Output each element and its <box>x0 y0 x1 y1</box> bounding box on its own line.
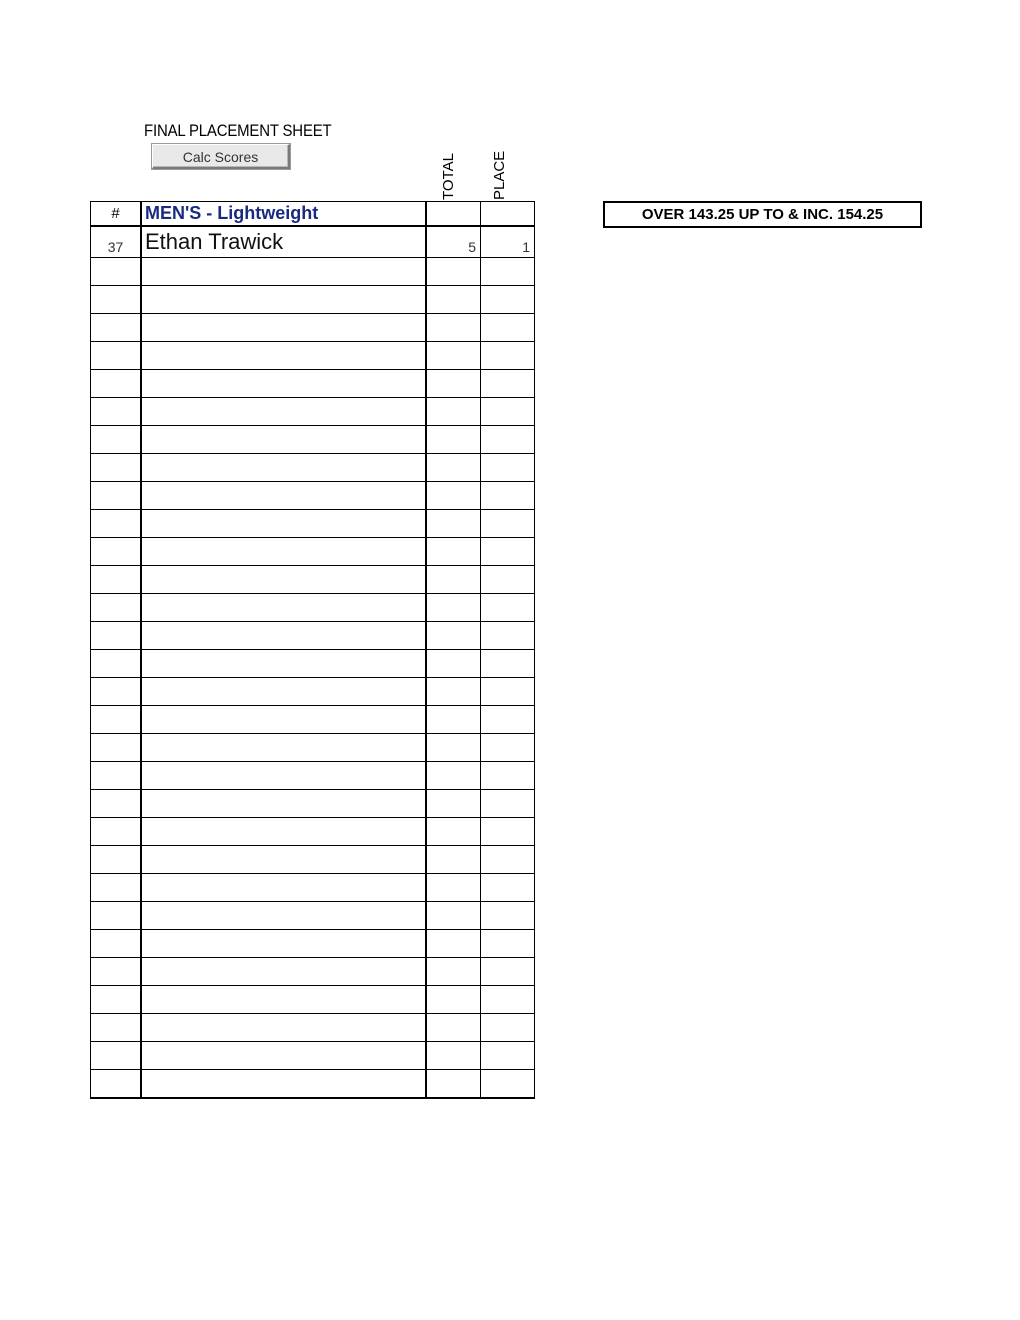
entry-number-cell[interactable] <box>91 650 142 678</box>
entry-name-cell[interactable] <box>141 706 426 734</box>
place-column-header: PLACE <box>491 150 508 200</box>
entry-name-cell[interactable]: Ethan Trawick <box>141 226 426 258</box>
table-row <box>91 226 535 258</box>
entry-total-cell[interactable] <box>426 510 481 538</box>
entry-total-cell[interactable] <box>426 986 481 1014</box>
entry-total-cell[interactable] <box>426 1042 481 1070</box>
table-row <box>91 1070 535 1099</box>
entry-number-cell[interactable] <box>91 398 142 426</box>
header-place-cell[interactable] <box>481 202 535 227</box>
table-row <box>91 510 535 538</box>
entry-number-cell[interactable] <box>91 594 142 622</box>
entry-name-cell[interactable] <box>141 622 426 650</box>
entry-number-cell[interactable] <box>91 1070 142 1099</box>
entry-place-cell[interactable] <box>481 538 535 566</box>
entry-place-cell[interactable] <box>481 342 535 370</box>
entry-place-cell[interactable] <box>481 1070 535 1099</box>
entry-name-cell[interactable] <box>141 902 426 930</box>
entry-total-cell[interactable] <box>426 790 481 818</box>
entry-total-cell[interactable] <box>426 594 481 622</box>
entry-total-cell[interactable] <box>426 958 481 986</box>
entry-name-cell[interactable] <box>141 398 426 426</box>
entry-total-cell[interactable] <box>426 454 481 482</box>
entry-name-cell[interactable] <box>141 594 426 622</box>
entry-name-cell[interactable] <box>141 258 426 286</box>
entry-total-cell[interactable]: 5 <box>426 226 481 258</box>
table-row <box>91 370 535 398</box>
entry-total-cell[interactable] <box>426 734 481 762</box>
entry-name-cell[interactable] <box>141 762 426 790</box>
entry-place-cell[interactable] <box>481 1042 535 1070</box>
entry-name-cell[interactable] <box>141 818 426 846</box>
division-name: MEN'S - Lightweight <box>141 202 426 227</box>
entry-place-cell[interactable] <box>481 286 535 314</box>
calc-scores-button[interactable]: Calc Scores <box>152 144 290 169</box>
entry-place-cell[interactable] <box>481 734 535 762</box>
entry-name-cell[interactable] <box>141 370 426 398</box>
table-row <box>91 706 535 734</box>
entry-place-cell[interactable] <box>481 930 535 958</box>
table-row <box>91 258 535 286</box>
entry-total-cell[interactable] <box>426 874 481 902</box>
entry-number-cell[interactable]: 37 <box>91 226 142 258</box>
table-row <box>91 314 535 342</box>
entry-number-cell[interactable] <box>91 706 142 734</box>
entry-total-cell[interactable] <box>426 566 481 594</box>
entry-total-cell[interactable] <box>426 258 481 286</box>
entry-place-cell[interactable] <box>481 566 535 594</box>
entry-place-cell[interactable] <box>481 482 535 510</box>
entry-name-cell[interactable] <box>141 482 426 510</box>
entry-place-cell[interactable] <box>481 650 535 678</box>
entry-total-cell[interactable] <box>426 846 481 874</box>
entry-name-cell[interactable] <box>141 510 426 538</box>
entry-total-cell[interactable] <box>426 622 481 650</box>
entry-place-cell[interactable] <box>481 902 535 930</box>
entry-number-cell[interactable] <box>91 370 142 398</box>
entry-place-cell[interactable] <box>481 678 535 706</box>
entry-place-cell[interactable] <box>481 622 535 650</box>
entry-number-cell[interactable] <box>91 762 142 790</box>
entry-place-cell[interactable] <box>481 762 535 790</box>
entry-place-cell[interactable]: 1 <box>481 226 535 258</box>
entry-total-cell[interactable] <box>426 930 481 958</box>
entry-name-cell[interactable] <box>141 1070 426 1099</box>
entry-total-cell[interactable] <box>426 650 481 678</box>
table-row <box>91 930 535 958</box>
entry-name-cell[interactable] <box>141 734 426 762</box>
entry-total-cell[interactable] <box>426 1014 481 1042</box>
entry-number-cell[interactable] <box>91 286 142 314</box>
table-row <box>91 1014 535 1042</box>
entry-name-cell[interactable] <box>141 958 426 986</box>
entry-place-cell[interactable] <box>481 454 535 482</box>
entry-name-cell[interactable] <box>141 538 426 566</box>
header-total-cell[interactable] <box>426 202 481 227</box>
entry-number-cell[interactable] <box>91 566 142 594</box>
entry-place-cell[interactable] <box>481 370 535 398</box>
entry-total-cell[interactable] <box>426 762 481 790</box>
entry-number-cell[interactable] <box>91 818 142 846</box>
table-row <box>91 566 535 594</box>
entry-place-cell[interactable] <box>481 314 535 342</box>
entry-number-cell[interactable] <box>91 342 142 370</box>
entry-total-cell[interactable] <box>426 314 481 342</box>
entry-number-cell[interactable] <box>91 426 142 454</box>
entry-total-cell[interactable] <box>426 818 481 846</box>
entry-number-cell[interactable] <box>91 1014 142 1042</box>
entry-number-cell[interactable] <box>91 258 142 286</box>
entry-total-cell[interactable] <box>426 538 481 566</box>
entry-number-cell[interactable] <box>91 958 142 986</box>
entry-number-cell[interactable] <box>91 510 142 538</box>
number-column-header: # <box>91 202 142 227</box>
entry-number-cell[interactable] <box>91 314 142 342</box>
entry-place-cell[interactable] <box>481 846 535 874</box>
placement-table <box>90 201 535 1099</box>
table-row <box>91 790 535 818</box>
weight-range-box: OVER 143.25 UP TO & INC. 154.25 <box>603 201 922 228</box>
table-row <box>91 874 535 902</box>
sheet-title: FINAL PLACEMENT SHEET <box>144 121 332 140</box>
entry-name-cell[interactable] <box>141 566 426 594</box>
entry-place-cell[interactable] <box>481 510 535 538</box>
table-row <box>91 342 535 370</box>
table-row <box>91 902 535 930</box>
total-column-header: TOTAL <box>440 153 457 200</box>
table-row <box>91 1042 535 1070</box>
table-row <box>91 594 535 622</box>
entry-name-cell[interactable] <box>141 678 426 706</box>
entry-name-cell[interactable] <box>141 1042 426 1070</box>
entry-number-cell[interactable] <box>91 454 142 482</box>
entry-name-cell[interactable] <box>141 874 426 902</box>
table-row <box>91 622 535 650</box>
entry-name-cell[interactable] <box>141 846 426 874</box>
table-row <box>91 734 535 762</box>
entry-number-cell[interactable] <box>91 986 142 1014</box>
entry-total-cell[interactable] <box>426 286 481 314</box>
entry-total-cell[interactable] <box>426 482 481 510</box>
entry-name-cell[interactable] <box>141 650 426 678</box>
entry-name-cell[interactable] <box>141 986 426 1014</box>
entry-number-cell[interactable] <box>91 1042 142 1070</box>
entry-number-cell[interactable] <box>91 622 142 650</box>
table-header-row <box>91 202 535 227</box>
entry-name-cell[interactable] <box>141 426 426 454</box>
table-row <box>91 958 535 986</box>
entry-place-cell[interactable] <box>481 986 535 1014</box>
entry-place-cell[interactable] <box>481 818 535 846</box>
table-row <box>91 482 535 510</box>
entry-total-cell[interactable] <box>426 678 481 706</box>
entry-number-cell[interactable] <box>91 846 142 874</box>
entry-total-cell[interactable] <box>426 370 481 398</box>
entry-name-cell[interactable] <box>141 314 426 342</box>
table-row <box>91 986 535 1014</box>
entry-name-cell[interactable] <box>141 790 426 818</box>
table-row <box>91 762 535 790</box>
entry-total-cell[interactable] <box>426 398 481 426</box>
entry-place-cell[interactable] <box>481 1014 535 1042</box>
entry-name-cell[interactable] <box>141 342 426 370</box>
entry-number-cell[interactable] <box>91 538 142 566</box>
table-row <box>91 398 535 426</box>
entry-place-cell[interactable] <box>481 790 535 818</box>
entry-name-cell[interactable] <box>141 930 426 958</box>
entry-total-cell[interactable] <box>426 902 481 930</box>
entry-place-cell[interactable] <box>481 258 535 286</box>
table-row <box>91 454 535 482</box>
entry-number-cell[interactable] <box>91 678 142 706</box>
entry-total-cell[interactable] <box>426 426 481 454</box>
entry-total-cell[interactable] <box>426 342 481 370</box>
entry-name-cell[interactable] <box>141 454 426 482</box>
entry-number-cell[interactable] <box>91 790 142 818</box>
table-row <box>91 678 535 706</box>
entry-place-cell[interactable] <box>481 958 535 986</box>
entry-number-cell[interactable] <box>91 874 142 902</box>
entry-total-cell[interactable] <box>426 706 481 734</box>
entry-number-cell[interactable] <box>91 930 142 958</box>
table-row <box>91 286 535 314</box>
entry-total-cell[interactable] <box>426 1070 481 1099</box>
entry-number-cell[interactable] <box>91 734 142 762</box>
entry-name-cell[interactable] <box>141 1014 426 1042</box>
entry-name-cell[interactable] <box>141 286 426 314</box>
entry-place-cell[interactable] <box>481 594 535 622</box>
entry-place-cell[interactable] <box>481 706 535 734</box>
entry-place-cell[interactable] <box>481 398 535 426</box>
entry-number-cell[interactable] <box>91 482 142 510</box>
entry-place-cell[interactable] <box>481 426 535 454</box>
table-row <box>91 650 535 678</box>
table-row <box>91 818 535 846</box>
table-row <box>91 538 535 566</box>
table-row <box>91 846 535 874</box>
entry-place-cell[interactable] <box>481 874 535 902</box>
table-row <box>91 426 535 454</box>
entry-number-cell[interactable] <box>91 902 142 930</box>
